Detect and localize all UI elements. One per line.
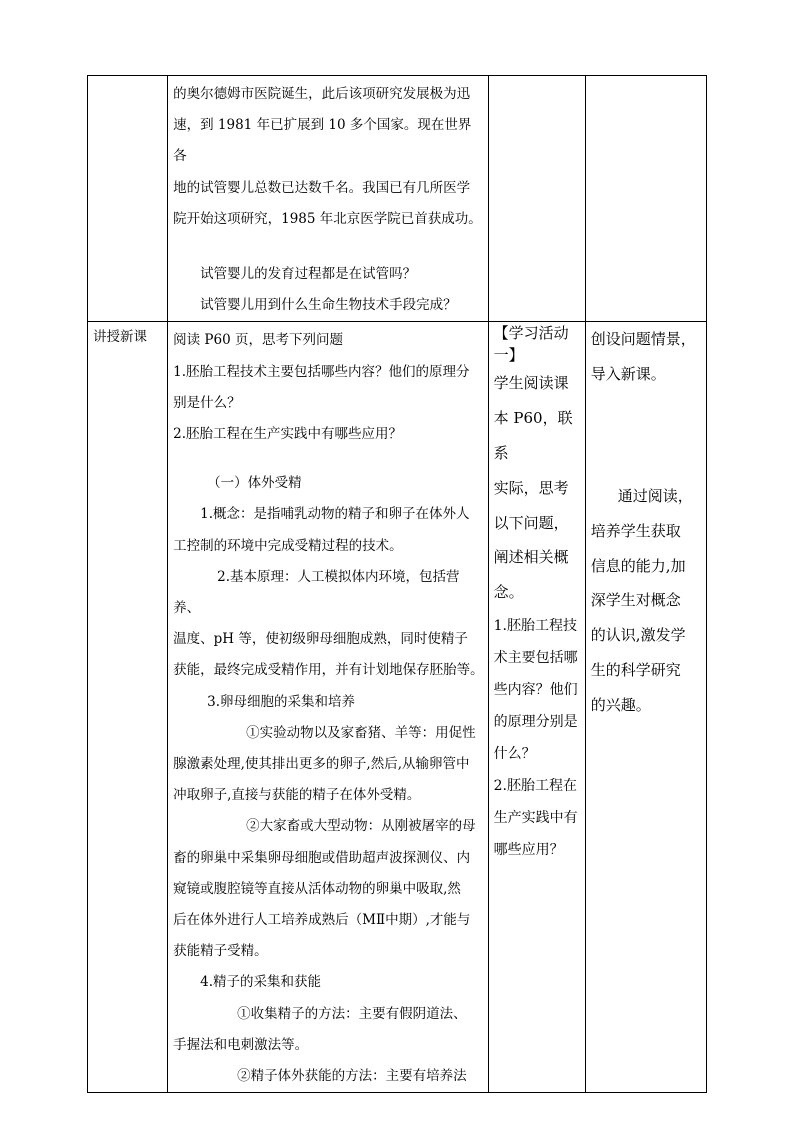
design-cell (585, 322, 706, 1093)
text-line: 生的科学研究 (590, 661, 681, 679)
activity-cell-empty (488, 76, 585, 322)
text-line: 2.基本原理：人工模拟体内环境，包括营养、 (173, 568, 460, 617)
text-line: 2.胚胎工程在 (493, 778, 577, 794)
text-line: 阐述相关概 (493, 548, 569, 567)
text-line: 别是什么？ (173, 394, 241, 411)
text-line: 学生阅读课 (493, 374, 569, 393)
question-line: 试管婴儿的发育过程都是在试管吗？ (200, 266, 417, 283)
text-line: ②精子体外获能的方法：主要有培养法 (237, 1068, 467, 1085)
text-line: 速，到 1981 年已扩展到 10 多个国家。现在世界各 (173, 117, 472, 165)
question-line: 试管婴儿用到什么生命生物技术手段完成？ (200, 297, 457, 314)
text-line: 什么？ (493, 746, 536, 762)
text-line: 些内容？他们 (493, 682, 578, 698)
text-line: 以下问题， (493, 513, 569, 532)
text-line: 本 P60，联系 (493, 409, 573, 463)
text-line: 院开始这项研究，1985 年北京医学院已首获成功。 (173, 210, 482, 227)
text-line: 信息的能力,加 (590, 556, 686, 575)
lesson-plan-table (87, 75, 707, 1093)
text-line: 术主要包括哪 (493, 650, 578, 666)
content-cell (168, 322, 489, 1093)
label-cell (88, 322, 168, 1093)
table-row (88, 322, 707, 1093)
text-line: 的认识,激发学 (590, 626, 686, 645)
text-line: 手握法和电刺激法等。 (173, 1036, 309, 1053)
text-line: 4.精子的采集和获能 (200, 974, 322, 991)
text-line: 创设问题情景， (590, 330, 696, 349)
text-line: 实际，思考 (493, 478, 569, 497)
text-line: 培养学生获取 (590, 521, 681, 540)
text-line: 3.卵母细胞的采集和培养 (207, 693, 356, 710)
text-line: 2.胚胎工程在生产实践中有哪些应用？ (173, 426, 403, 443)
text-line: 的原理分别是 (493, 714, 578, 730)
text-line: 腺激素处理,使其排出更多的卵子,然后,从输卵管中 (173, 756, 470, 773)
text-line: 生产实践中有 (493, 810, 578, 826)
text-line: 温度、pH 等，使初级卵母细胞成熟，同时使精子 (173, 631, 468, 648)
text-line: ①实验动物以及家畜猪、羊等：用促性 (246, 724, 476, 741)
text-line: 哪些应用？ (493, 842, 564, 858)
section-heading: （一）体外受精 (207, 475, 302, 492)
text-line: 念。 (493, 583, 524, 602)
text-line: 一】 (493, 346, 524, 365)
text-line: ①收集精子的方法：主要有假阴道法、 (237, 1005, 467, 1022)
text-line: 1.胚胎工程技术主要包括哪些内容？他们的原理分 (173, 363, 470, 380)
text-line: 工控制的环境中完成受精过程的技术。 (173, 537, 403, 554)
table-row (88, 76, 707, 322)
text-line: 阅读 P60 页，思考下列问题 (173, 332, 343, 349)
design-cell-empty (585, 76, 706, 322)
text-line: 1.概念：是指哺乳动物的精子和卵子在体外人 (200, 506, 470, 523)
text-line: 后在体外进行人工培养成熟后（MⅡ中期）,才能与 (173, 912, 471, 929)
text-line: 的兴趣。 (590, 695, 651, 714)
text-line: 畜的卵巢中采集卵母细胞或借助超声波探测仪、内 (173, 849, 471, 866)
label-cell-empty (88, 76, 168, 322)
text-line: 导入新课。 (590, 365, 666, 384)
text-line: 获能精子受精。 (173, 943, 268, 960)
text-line: 【学习活动 (493, 324, 569, 343)
text-line: 的奥尔德姆市医院诞生，此后该项研究发展极为迅 (173, 86, 471, 102)
text-line: 地的试管婴儿总数已达数千名。我国已有几所医学 (173, 179, 471, 196)
activity-cell (488, 322, 585, 1093)
text-line: 1.胚胎工程技 (493, 618, 577, 634)
content-cell (168, 76, 489, 322)
text-line: ②大家畜或大型动物：从刚被屠宰的母 (246, 818, 476, 835)
text-line: 获能，最终完成受精作用，并有计划地保存胚胎等。 (173, 662, 484, 679)
text-line: 通过阅读， (617, 487, 693, 506)
section-label: 讲授新课 (93, 329, 147, 346)
text-line: 深学生对概念 (590, 591, 681, 610)
text-line: 窥镜或腹腔镜等直接从活体动物的卵巢中吸取,然 (173, 880, 461, 897)
text-line: 冲取卵子,直接与获能的精子在体外受精。 (173, 787, 421, 804)
